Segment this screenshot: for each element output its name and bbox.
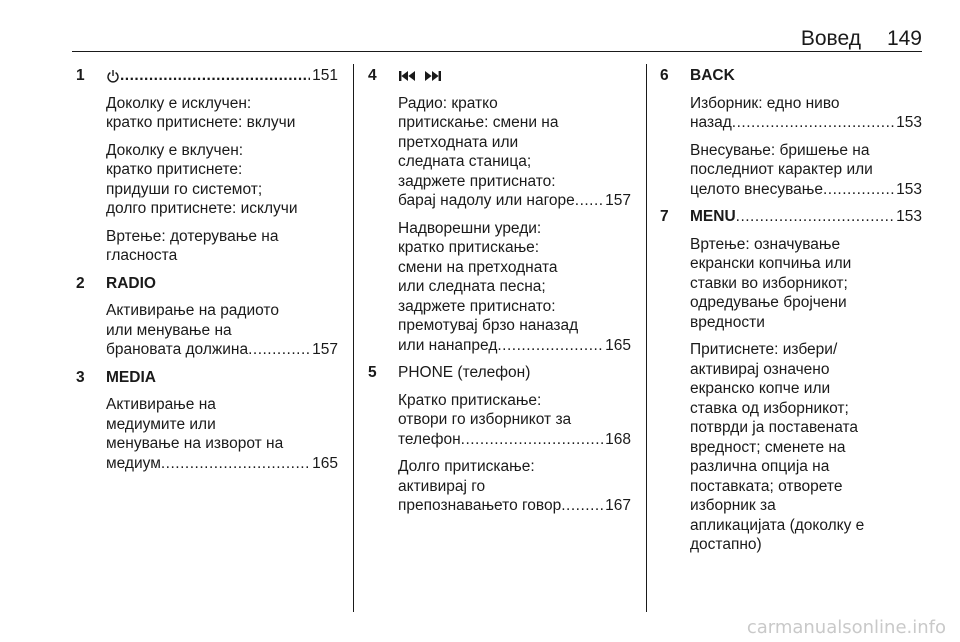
paragraph bbox=[106, 141, 338, 219]
text-line: Притиснете: избери/ bbox=[690, 341, 838, 358]
page-ref: 168 bbox=[605, 430, 631, 448]
text-line: достапно) bbox=[690, 536, 762, 553]
leader-line: препознавањето говор ..... 167 bbox=[398, 496, 631, 516]
text-line: задржете притиснато: bbox=[398, 297, 556, 315]
leader-line: барај надолу или нагоре ..... 157 bbox=[398, 191, 631, 211]
text-line: кратко притиснете: вклучи bbox=[106, 114, 296, 131]
entry-6 bbox=[660, 66, 922, 199]
text-line: Активирање на радиото bbox=[106, 302, 279, 319]
entry-number: 1 bbox=[76, 67, 85, 84]
text-line: вредности bbox=[690, 313, 765, 331]
page-ref: 167 bbox=[605, 497, 631, 514]
text-line: екранско копче или bbox=[690, 380, 831, 397]
text-line: Доколку е вклучен: bbox=[106, 141, 244, 159]
paragraph bbox=[690, 235, 922, 333]
column-2 bbox=[368, 66, 631, 524]
text-line: потврди ја поставената bbox=[690, 419, 859, 436]
page-ref: 151 bbox=[312, 67, 338, 84]
leader-line: или нанапред ..... 165 bbox=[398, 336, 631, 356]
text-line: активирај го bbox=[398, 477, 486, 495]
header-rule bbox=[72, 51, 922, 52]
entry-7-heading bbox=[690, 207, 922, 227]
page-ref: 153 bbox=[896, 208, 922, 225]
text-line: придуши го системот; bbox=[106, 180, 263, 198]
entry-number: 4 bbox=[368, 67, 377, 84]
paragraph bbox=[398, 457, 631, 516]
chapter-title: Вовед bbox=[800, 27, 861, 50]
entry-title: PHONE (телефон) bbox=[398, 364, 531, 381]
text-line: или следната песна; bbox=[398, 278, 546, 295]
text-line: активирај означено bbox=[690, 360, 830, 378]
paragraph bbox=[106, 94, 338, 133]
entry-7 bbox=[660, 207, 922, 555]
page-header bbox=[801, 27, 922, 51]
entry-5 bbox=[368, 363, 631, 516]
text-line: Надворешни уреди: bbox=[398, 219, 542, 237]
text-line: изборник за bbox=[690, 497, 776, 514]
page-number: 149 bbox=[886, 27, 922, 50]
paragraph bbox=[690, 141, 922, 200]
skip-previous-icon bbox=[398, 69, 416, 83]
text-line: Доколку е исклучен: bbox=[106, 94, 252, 112]
column-3 bbox=[660, 66, 922, 563]
column-divider-2 bbox=[646, 64, 647, 612]
page-ref: 165 bbox=[312, 454, 338, 472]
text-line: премотувај брзо наназад bbox=[398, 317, 579, 334]
text-line: следната станица; bbox=[398, 153, 532, 170]
text-line: последниот карактер или bbox=[690, 161, 873, 178]
skip-next-icon bbox=[424, 69, 442, 83]
text-line: екрански копчиња или bbox=[690, 255, 852, 272]
paragraph bbox=[398, 94, 631, 211]
leader-line: брановата должина ..... 157 bbox=[106, 340, 338, 360]
text-line: Кратко притискање: bbox=[398, 391, 542, 409]
entry-number: 3 bbox=[76, 368, 85, 386]
text-line: Активирање на bbox=[106, 396, 216, 413]
paragraph bbox=[690, 94, 922, 133]
page-ref: 153 bbox=[896, 114, 922, 131]
text-line: Вртење: дотерување на bbox=[106, 227, 279, 245]
paragraph bbox=[398, 219, 631, 356]
entry-3 bbox=[76, 368, 338, 474]
text-line: ставка од изборникот; bbox=[690, 399, 849, 417]
text-line: вредност; сменете на bbox=[690, 438, 846, 456]
text-line: Вртење: означување bbox=[690, 235, 841, 253]
text-line: поставката; отворете bbox=[690, 477, 843, 495]
leader-line: целото внесување ..... 153 bbox=[690, 180, 922, 200]
entry-title: MEDIA bbox=[106, 368, 156, 386]
entry-title: MENU bbox=[690, 208, 736, 225]
text-line: одредување бројчени bbox=[690, 294, 847, 311]
column-divider-1 bbox=[353, 64, 354, 612]
text-line: отвори го изборникот за bbox=[398, 411, 572, 428]
page-ref: 165 bbox=[605, 336, 631, 354]
entry-number: 7 bbox=[660, 208, 669, 225]
entry-4-heading bbox=[398, 66, 631, 86]
text-line: или менување на bbox=[106, 321, 232, 339]
watermark[interactable]: carmanualsonline.info bbox=[746, 617, 946, 638]
paragraph bbox=[398, 391, 631, 450]
text-line: Внесување: бришење на bbox=[690, 141, 870, 159]
text-line: ставки во изборникот; bbox=[690, 274, 848, 292]
text-line: Долго притискање: bbox=[398, 458, 535, 475]
text-line: задржете притиснато: bbox=[398, 172, 556, 190]
leader-line: телефон ..... 168 bbox=[398, 430, 631, 450]
leader-line: медиум ..... 165 bbox=[106, 454, 338, 474]
column-1 bbox=[76, 66, 338, 481]
entry-number: 6 bbox=[660, 67, 669, 84]
entry-1-heading bbox=[106, 66, 338, 86]
page-ref: 157 bbox=[312, 341, 338, 358]
entry-title: RADIO bbox=[106, 274, 156, 292]
text-line: претходната или bbox=[398, 133, 519, 151]
text-line: апликацијата (доколку е bbox=[690, 516, 865, 534]
paragraph bbox=[106, 395, 338, 473]
paragraph bbox=[690, 340, 922, 555]
text-line: Изборник: едно ниво bbox=[690, 94, 840, 112]
entry-2 bbox=[76, 274, 338, 360]
entry-number: 2 bbox=[76, 274, 85, 292]
text-line: медиумите или bbox=[106, 415, 216, 433]
paragraph bbox=[106, 227, 338, 266]
text-line: Радио: кратко bbox=[398, 94, 498, 112]
text-line: гласноста bbox=[106, 247, 178, 264]
entry-title: BACK bbox=[690, 67, 735, 84]
entry-number: 5 bbox=[368, 364, 377, 381]
entry-4 bbox=[368, 66, 631, 355]
text-line: смени на претходната bbox=[398, 258, 558, 276]
text-line: долго притиснете: исклучи bbox=[106, 200, 298, 217]
leader-line: назад ..... 153 bbox=[690, 113, 922, 133]
entry-1 bbox=[76, 66, 338, 266]
page-ref: 153 bbox=[896, 180, 922, 198]
text-line: притискање: смени на bbox=[398, 114, 559, 131]
text-line: кратко притиснете: bbox=[106, 161, 243, 178]
paragraph bbox=[106, 301, 338, 360]
text-line: менување на изворот на bbox=[106, 435, 284, 452]
text-line: кратко притискање: bbox=[398, 239, 540, 256]
power-icon bbox=[106, 69, 120, 83]
page-ref: 157 bbox=[605, 192, 631, 209]
text-line: различна опција на bbox=[690, 458, 830, 475]
